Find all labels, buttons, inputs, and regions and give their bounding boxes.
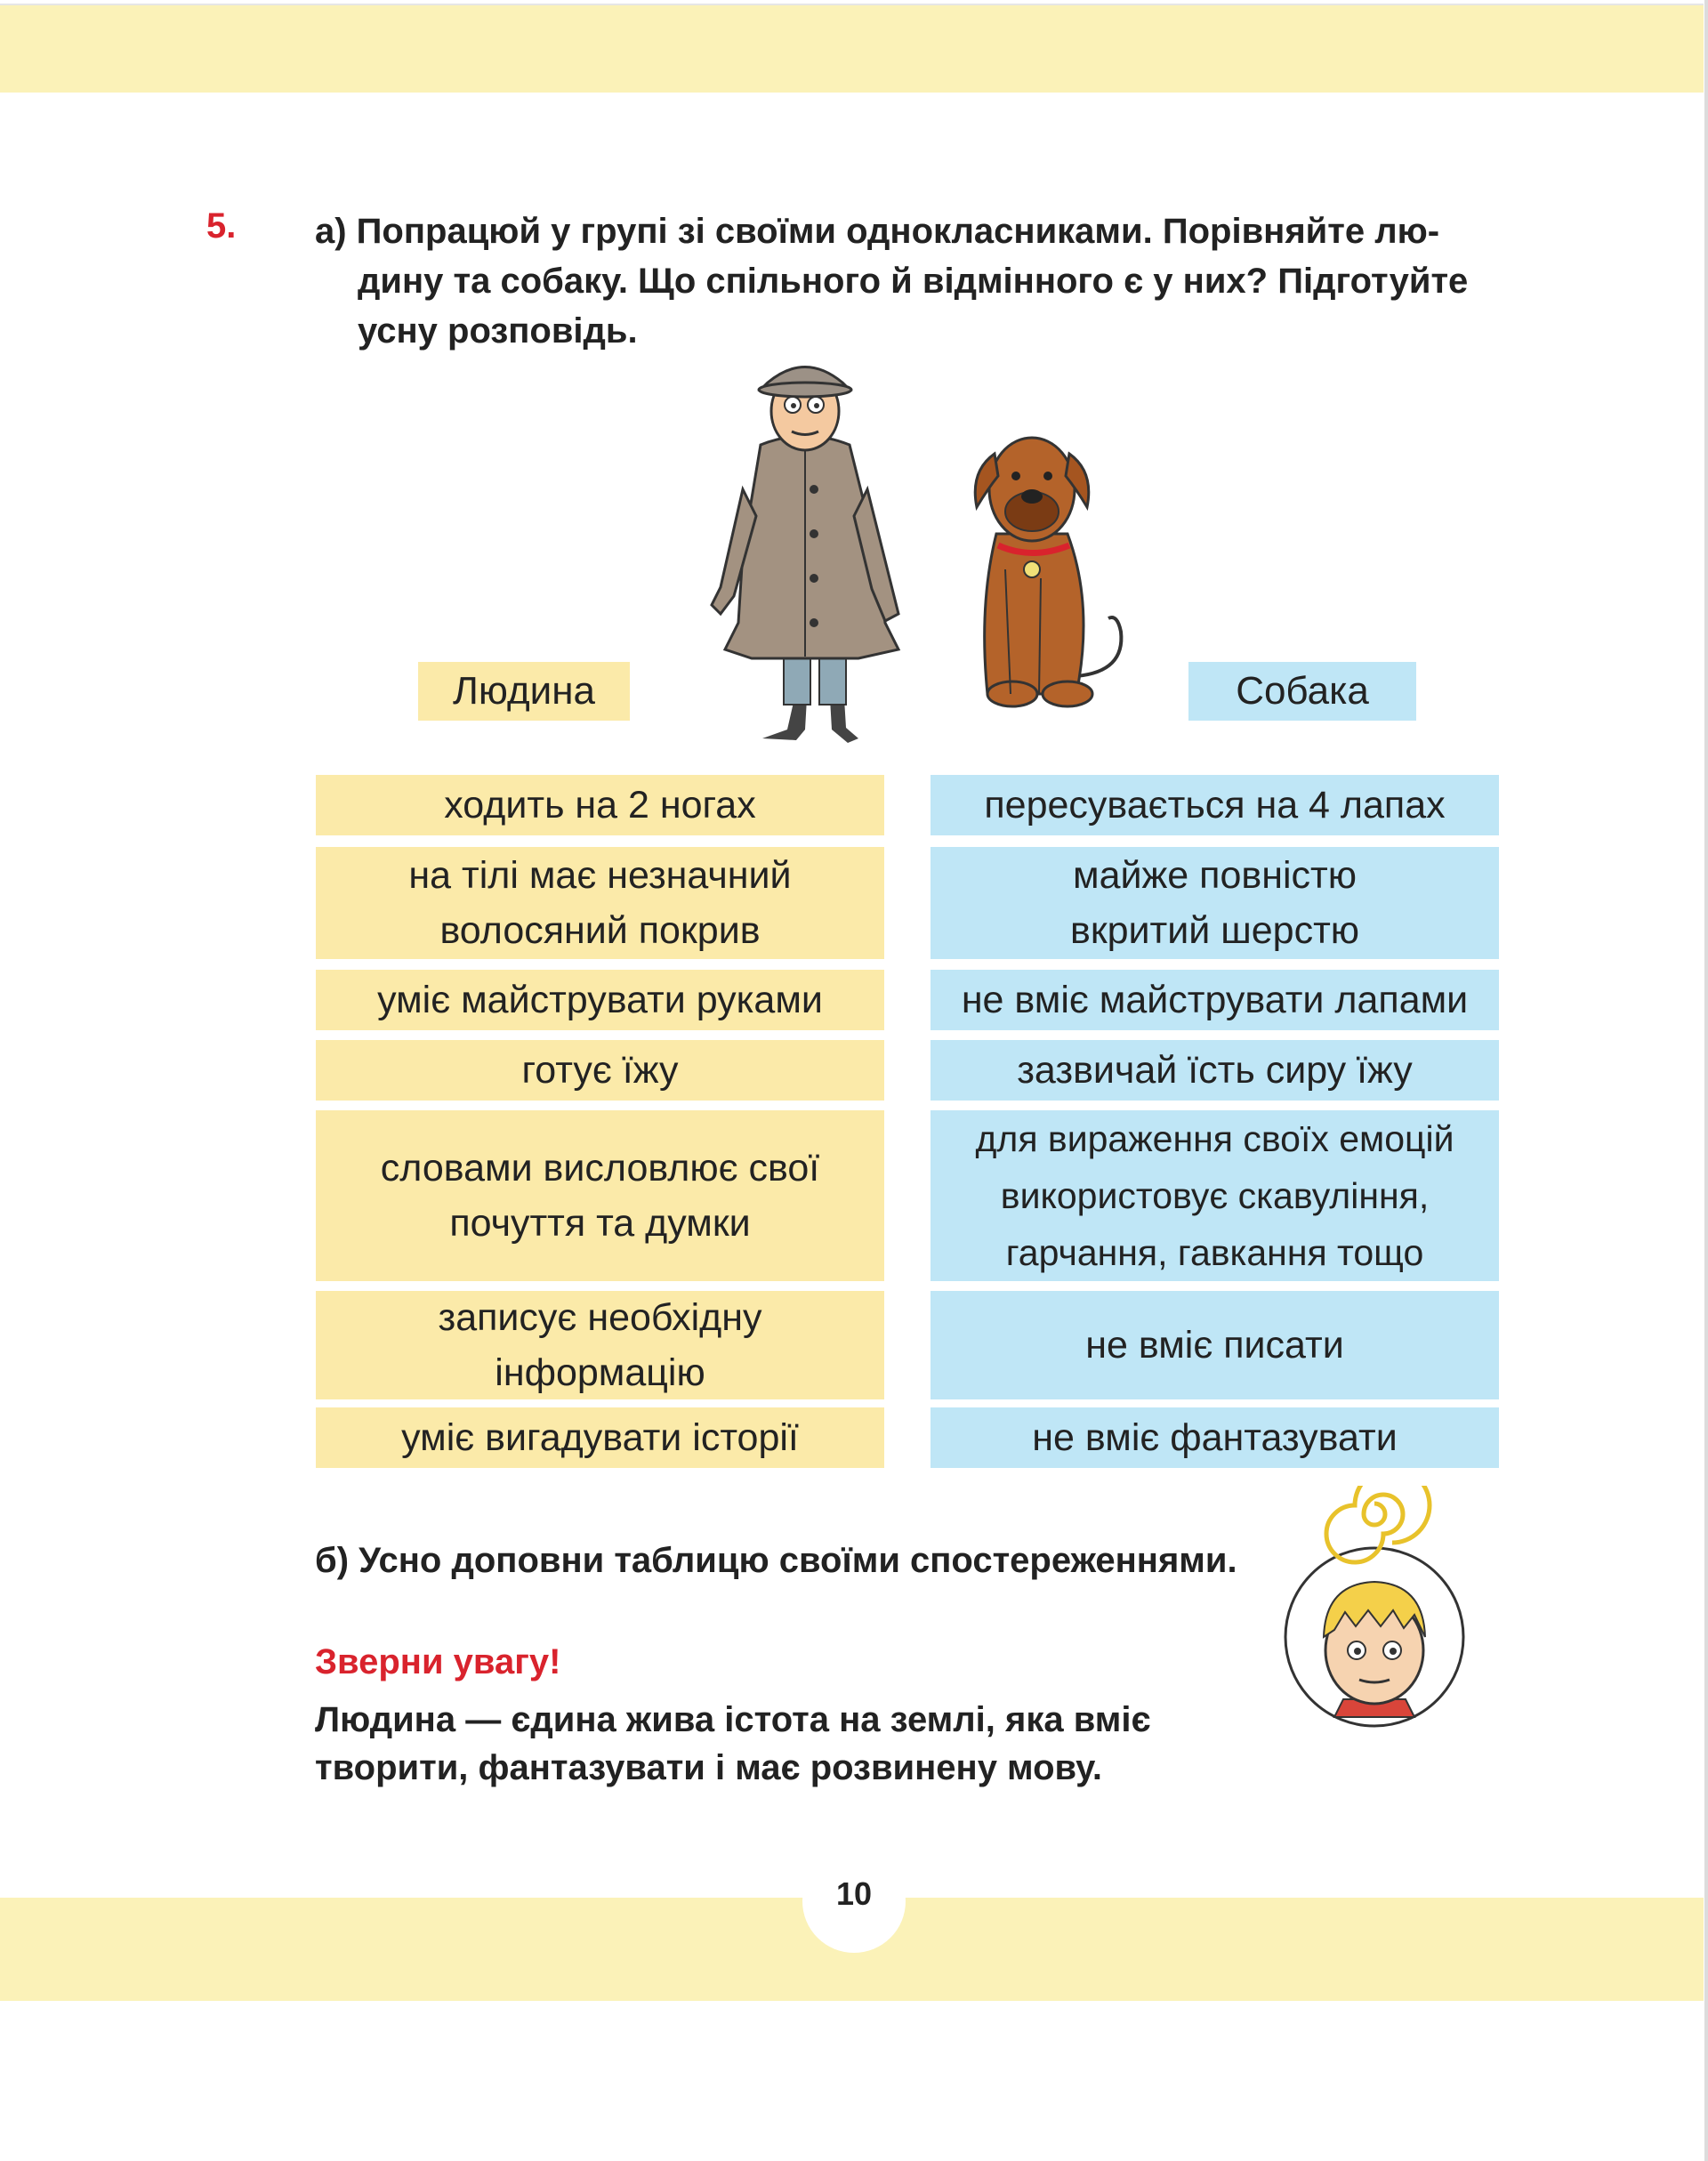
table-cell-human [316, 1291, 884, 1399]
table-cell-human [316, 1040, 884, 1101]
label-dog: Собака [1188, 662, 1416, 721]
table-cell-human [316, 1110, 884, 1281]
cell-line: на тілі має незначний [408, 854, 792, 897]
table-cell-human [316, 970, 884, 1030]
cell-line: майже повністю [1073, 854, 1357, 897]
task-part-b: б) Усно доповни таблицю своїми спостереженнями. [315, 1541, 1237, 1580]
cell-line: почуття та думки [449, 1202, 751, 1245]
task-line: а) Попрацюй у групі зі своїми однокласниками. Порівняйте лю- [315, 212, 1440, 251]
table-cell-dog [931, 1291, 1499, 1399]
cell-line: інформацію [495, 1351, 705, 1394]
task-number: 5. [206, 206, 237, 246]
cell-line: для вираження своїх емоцій [975, 1118, 1454, 1159]
cell-line: використовує скавуління, [1000, 1175, 1430, 1216]
table-cell-dog [931, 970, 1499, 1030]
table-cell-dog [931, 1407, 1499, 1468]
header-band [0, 4, 1704, 93]
note-line: творити, фантазувати і має розвинену мову. [315, 1748, 1102, 1787]
page-number: 10 [802, 1850, 906, 1953]
cell-line: пересувається на 4 лапах [984, 784, 1446, 827]
cell-line: записує необхідну [438, 1296, 762, 1339]
table-cell-dog [931, 1040, 1499, 1101]
cell-line: не вміє писати [1085, 1324, 1344, 1367]
table-cell-dog [931, 775, 1499, 835]
man-illustration [672, 356, 939, 747]
table-cell-dog [931, 847, 1499, 959]
task-line: усну розповідь. [358, 311, 638, 351]
cell-line: зазвичай їсть сиру їжу [1017, 1049, 1413, 1092]
cell-line: не вміє фантазувати [1032, 1416, 1398, 1459]
task-instruction [315, 206, 1507, 356]
cell-line: ходить на 2 ногах [444, 784, 756, 827]
child-thinking-illustration [1263, 1486, 1486, 1735]
cell-line: вкритий шерстю [1069, 909, 1360, 952]
note-title: Зверни увагу! [315, 1642, 561, 1681]
table-cell-human [316, 1407, 884, 1468]
dog-illustration [943, 427, 1139, 730]
cell-line: не вміє майструвати лапами [961, 979, 1469, 1021]
table-cell-human [316, 775, 884, 835]
cell-line: волосяний покрив [439, 909, 761, 952]
table-cell-dog [931, 1110, 1499, 1281]
label-human: Людина [418, 662, 630, 721]
note-line: Людина — єдина жива істота на землі, яка вміє [315, 1700, 1151, 1739]
cell-line: готує їжу [521, 1049, 679, 1092]
table-cell-human [316, 847, 884, 959]
task-line: дину та собаку. Що спільного й відмінного є у них? Підготуйте [358, 262, 1469, 301]
page-edge [1704, 0, 1708, 2161]
cell-line: уміє майструвати руками [377, 979, 823, 1021]
cell-line: словами висловлює свої [380, 1147, 820, 1189]
cell-line: уміє вигадувати історії [401, 1416, 799, 1459]
cell-line: гарчання, гавкання тощо [1005, 1232, 1424, 1273]
note-text [315, 1696, 1151, 1792]
